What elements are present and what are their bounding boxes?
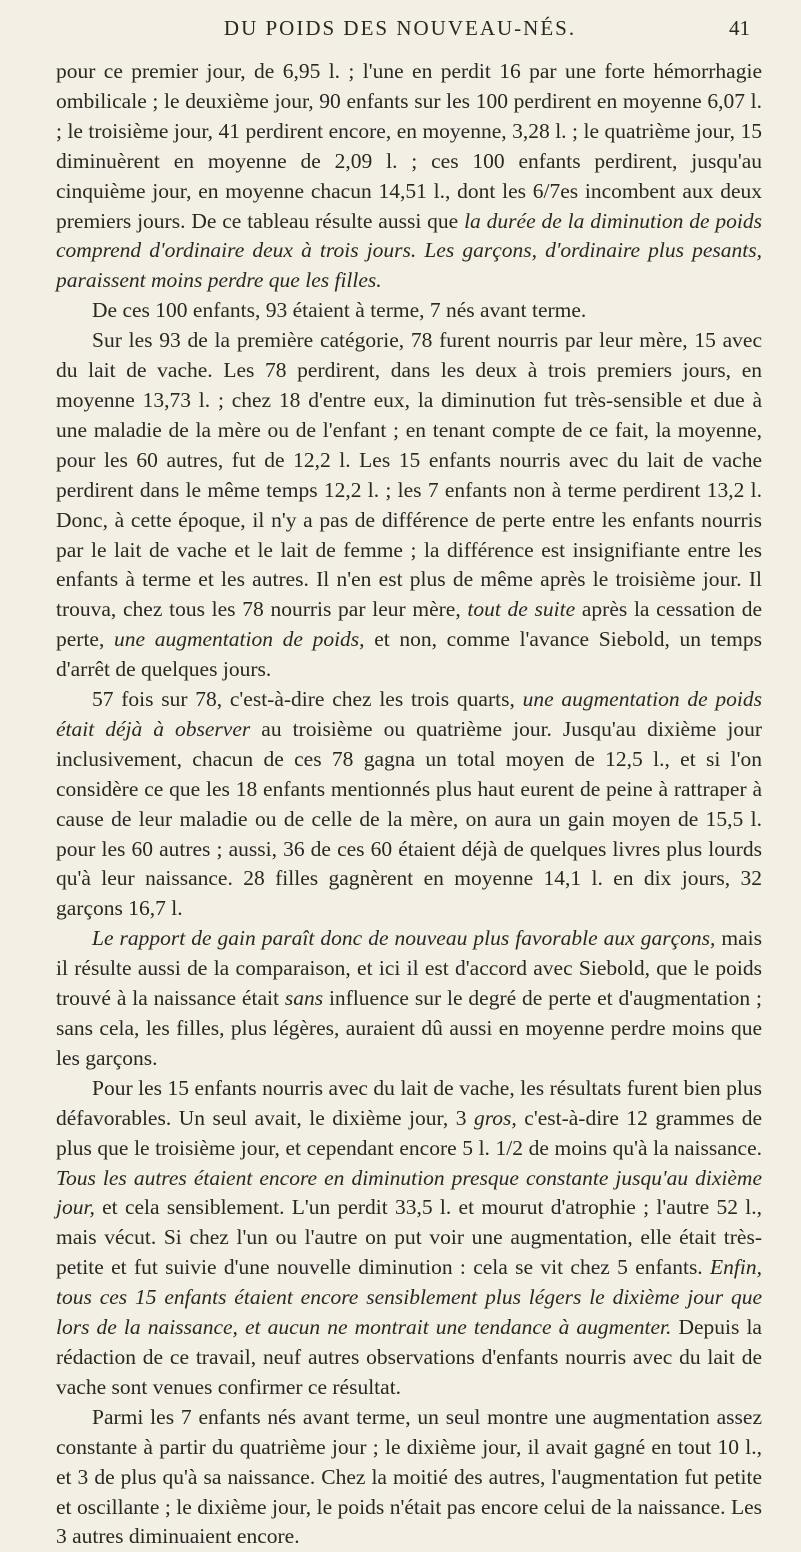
paragraph	[56, 326, 762, 685]
text-run: Parmi les 7 enfants nés avant terme, un seul montre une augmentation assez constante à partir du quatrième jour ; le dixième jour, il avait gagné en tout 10 l., et 3 de plus qu'à sa naissance. Chez la moitié des autres, l'augmentation fut petite et oscillante ; le dixième jour, le poids n'était pas encore celui de la naissance. Les 3 autres diminuaient encore.	[56, 1404, 762, 1549]
italic-text: Tous les autres étaient encore en diminution presque constante jusqu'au dixième jour,	[56, 1165, 762, 1220]
italic-text: la durée de la diminution de poids comprend d'ordinaire deux à trois jours. Les garçons, d'ordinaire plus pesants, paraissent moins perdre que les filles.	[56, 208, 762, 293]
italic-text: Enfin, tous ces 15 enfants étaient encore sensiblement plus légers le dixième jour que lors de la naissance, et aucun ne montrait une tendance à augmenter.	[56, 1255, 762, 1340]
text-run: mais il résulte aussi de la comparaison, et ici il est d'accord avec Siebold, que le poids trouvé à la naissance était	[56, 926, 762, 1011]
paragraph	[56, 924, 762, 1074]
text-run: Pour les 15 enfants nourris avec du lait de vache, les résultats furent bien plus défavorables. Un seul avait, le dixième jour, 3	[56, 1075, 762, 1130]
text-run: et non, comme l'avance Siebold, un temps d'arrêt de quelques jours.	[56, 627, 763, 682]
text-run: De ces 100 enfants, 93 étaient à terme, 7 nés avant terme.	[92, 298, 587, 323]
running-title: DU POIDS DES NOUVEAU-NÉS.	[223, 16, 577, 40]
page-number: 41	[729, 16, 750, 40]
paragraph	[56, 1403, 762, 1552]
italic-text: gros,	[473, 1105, 517, 1130]
text-run: Sur les 93 de la première catégorie, 78 furent nourris par leur mère, 15 avec du lait de vache. Les 78 perdirent, dans les deux à trois premiers jours, en moyenne 13,73 l. ; chez 18 d'entre eux, la diminution fut très-sensible et due à une maladie de la mère ou de l'enfant ; en tenant compte de ce fait, la moyenne, pour les 60 autres, fut de 12,2 l. Les 15 enfants nourris avec du lait de vache perdirent dans le même temps 12,2 l. ; les 7 enfants non à terme perdirent 13,2 l. Donc, à cette époque, il n'y a pas de différence de perte entre les enfants nourris par le lait de vache et le lait de femme ; la différence est insignifiante entre les enfants à terme et les autres. Il n'en est plus de même après le troisième jour. Il trouva, chez tous les 78 nourris par leur mère,	[56, 328, 762, 622]
paragraph	[56, 685, 762, 924]
paragraph	[56, 57, 762, 296]
text-run: et cela sensiblement. L'un perdit 33,5 l. et mourut d'atrophie ; l'autre 52 l., mais vécut. Si chez l'un ou l'autre on put voir une augmentation, elle était très-petite et fut suivie d'une nouvelle diminution : cela se vit chez 5 enfants.	[56, 1195, 762, 1280]
body-text	[56, 57, 762, 1552]
text-run: pour ce premier jour, de 6,95 l. ; l'une en perdit 16 par une forte hémorrhagie ombilicale ; le deuxième jour, 90 enfants sur les 100 perdirent en moyenne 6,07 l. ; le troisième jour, 41 perdirent encore, en moyenne, 3,28 l. ; le quatrième jour, 15 diminuèrent en moyenne de 2,09 l. ; ces 100 enfants perdirent, jusqu'au cinquième jour, en moyenne chacun 14,51 l., dont les 6/7es incombent aux deux premiers jours. De ce tableau résulte aussi que	[56, 59, 762, 233]
paragraph	[56, 1074, 762, 1403]
italic-text: une augmentation de poids,	[114, 627, 365, 652]
text-run: c'est-à-dire 12 grammes de plus que le troisième jour, et cependant encore 5 l. 1/2 de moins qu'à la naissance.	[56, 1105, 762, 1160]
italic-text: Le rapport de gain paraît donc de nouveau plus favorable aux garçons,	[92, 926, 716, 951]
italic-text: une augmentation de poids était déjà à observer	[56, 687, 762, 741]
text-run: 57 fois sur 78, c'est-à-dire chez les trois quarts,	[92, 687, 523, 712]
paragraph	[56, 296, 762, 326]
text-run: influence sur le degré de perte et d'augmentation ; sans cela, les filles, plus légères, auraient dû aussi en moyenne perdre moins que les garçons.	[56, 986, 762, 1070]
italic-text: sans	[284, 986, 324, 1011]
text-run: après la cessation de perte,	[56, 597, 762, 652]
page-header	[50, 16, 750, 50]
text-run: Depuis la rédaction de ce travail, neuf autres observations d'enfants nourris avec du lait de vache sont venues confirmer ce résultat.	[56, 1315, 762, 1399]
text-run: au troisième ou quatrième jour. Jusqu'au dixième jour inclusivement, chacun de ces 78 gagna un total moyen de 12,5 l., et si l'on considère ce que les 18 enfants mentionnés plus haut eurent de peine à rattraper à cause de leur maladie ou de celle de la mère, on aura un gain moyen de 15,5 l. pour les 60 autres ; aussi, 36 de ces 60 étaient déjà de quelques livres plus lourds qu'à leur naissance. 28 filles gagnèrent en moyenne 14,1 l. en dix jours, 32 garçons 16,7 l.	[56, 716, 762, 921]
italic-text: tout de suite	[467, 597, 576, 622]
